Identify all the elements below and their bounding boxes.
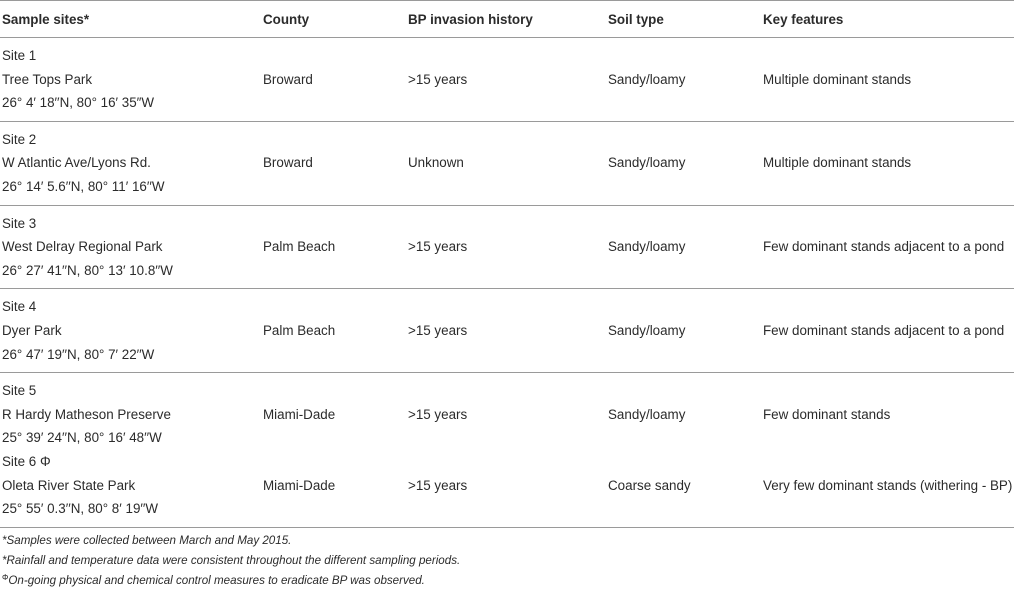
soil-value: Sandy/loamy bbox=[608, 155, 686, 171]
table-body bbox=[0, 38, 1014, 528]
soil-cell bbox=[606, 205, 761, 289]
county-cell bbox=[261, 450, 406, 527]
footnote-control-measures bbox=[2, 571, 1014, 591]
site-name: Tree Tops Park bbox=[2, 71, 93, 87]
soil-value: Sandy/loamy bbox=[608, 322, 686, 338]
county-cell bbox=[261, 289, 406, 373]
footnote-row bbox=[0, 527, 1014, 591]
county-cell bbox=[261, 121, 406, 205]
site-coordinates: 25° 39′ 24′′N, 80° 16′ 48′′W bbox=[2, 430, 162, 446]
site-cell bbox=[0, 289, 261, 373]
county-value: Miami-Dade bbox=[263, 477, 336, 493]
county-value: Palm Beach bbox=[263, 239, 336, 255]
county-cell bbox=[261, 38, 406, 122]
history-value: >15 years bbox=[408, 71, 468, 87]
soil-value: Sandy/loamy bbox=[608, 406, 686, 422]
header-bp-invasion-history: BP invasion history bbox=[408, 11, 533, 27]
table-header bbox=[0, 1, 1014, 38]
soil-cell bbox=[606, 38, 761, 122]
history-value: >15 years bbox=[408, 406, 468, 422]
features-cell bbox=[761, 373, 1014, 450]
county-cell bbox=[261, 205, 406, 289]
site-coordinates: 26° 27′ 41′′N, 80° 13′ 10.8′′W bbox=[2, 262, 173, 278]
site-cell bbox=[0, 38, 261, 122]
footnote-rainfall: *Rainfall and temperature data were consistent throughout the different sampling periods. bbox=[2, 553, 461, 567]
history-value: >15 years bbox=[408, 239, 468, 255]
site-coordinates: 25° 55′ 0.3′′N, 80° 8′ 19′′W bbox=[2, 501, 159, 517]
county-value: Broward bbox=[263, 155, 313, 171]
header-county: County bbox=[263, 11, 310, 27]
site-name: West Delray Regional Park bbox=[2, 239, 163, 255]
site-label: Site 5 bbox=[2, 383, 37, 399]
site-label: Site 1 bbox=[2, 48, 37, 63]
phi-mark: Φ bbox=[2, 572, 9, 582]
soil-cell bbox=[606, 450, 761, 527]
soil-value: Coarse sandy bbox=[608, 477, 691, 493]
history-value: >15 years bbox=[408, 322, 468, 338]
soil-value: Sandy/loamy bbox=[608, 71, 686, 87]
history-cell bbox=[406, 289, 606, 373]
county-value: Broward bbox=[263, 71, 313, 87]
soil-cell bbox=[606, 373, 761, 450]
site-name: R Hardy Matheson Preserve bbox=[2, 406, 171, 422]
features-value: Few dominant stands bbox=[763, 406, 891, 422]
site-label: Site 4 bbox=[2, 299, 37, 315]
site-name: Oleta River State Park bbox=[2, 477, 136, 493]
header-sample-sites: Sample sites* bbox=[2, 11, 90, 27]
table-row bbox=[0, 289, 1014, 373]
county-value: Miami-Dade bbox=[263, 406, 336, 422]
table-row bbox=[0, 373, 1014, 450]
features-cell bbox=[761, 121, 1014, 205]
table-footnotes bbox=[0, 527, 1014, 591]
history-value: >15 years bbox=[408, 477, 468, 493]
features-value: Few dominant stands adjacent to a pond bbox=[763, 239, 1005, 255]
header-row bbox=[0, 1, 1014, 38]
footnote-control-text: On-going physical and chemical control measures to eradicate BP was observed. bbox=[8, 573, 425, 587]
features-value: Multiple dominant stands bbox=[763, 155, 912, 171]
features-value: Multiple dominant stands bbox=[763, 71, 912, 87]
history-cell bbox=[406, 450, 606, 527]
history-value: Unknown bbox=[408, 155, 464, 171]
features-cell bbox=[761, 205, 1014, 289]
site-label: Site 3 bbox=[2, 215, 37, 231]
table-row bbox=[0, 205, 1014, 289]
history-cell bbox=[406, 38, 606, 122]
footnote-sampling-dates: *Samples were collected between March and May 2015. bbox=[2, 533, 292, 547]
site-cell bbox=[0, 205, 261, 289]
header-soil-type: Soil type bbox=[608, 11, 664, 27]
table-row bbox=[0, 121, 1014, 205]
soil-cell bbox=[606, 121, 761, 205]
features-cell bbox=[761, 450, 1014, 527]
county-value: Palm Beach bbox=[263, 322, 336, 338]
county-cell bbox=[261, 373, 406, 450]
features-cell bbox=[761, 289, 1014, 373]
history-cell bbox=[406, 205, 606, 289]
features-value: Very few dominant stands (withering - BP) bbox=[763, 477, 1013, 493]
site-name: W Atlantic Ave/Lyons Rd. bbox=[2, 155, 151, 171]
table-row bbox=[0, 38, 1014, 122]
footnote-cell bbox=[0, 527, 1014, 591]
features-value: Few dominant stands adjacent to a pond bbox=[763, 322, 1005, 338]
history-cell bbox=[406, 373, 606, 450]
site-coordinates: 26° 47′ 19′′N, 80° 7′ 22′′W bbox=[2, 346, 155, 362]
history-cell bbox=[406, 121, 606, 205]
table-row bbox=[0, 450, 1014, 527]
site-name: Dyer Park bbox=[2, 322, 62, 338]
soil-value: Sandy/loamy bbox=[608, 239, 686, 255]
site-label: Site 6 Φ bbox=[2, 453, 51, 469]
site-coordinates: 26° 14′ 5.6′′N, 80° 11′ 16′′W bbox=[2, 178, 165, 194]
header-key-features: Key features bbox=[763, 11, 844, 27]
site-cell bbox=[0, 121, 261, 205]
site-label: Site 2 bbox=[2, 131, 37, 147]
site-cell bbox=[0, 373, 261, 450]
site-cell bbox=[0, 450, 261, 527]
soil-cell bbox=[606, 289, 761, 373]
site-coordinates: 26° 4′ 18′′N, 80° 16′ 35″W bbox=[2, 95, 155, 111]
features-cell bbox=[761, 38, 1014, 122]
